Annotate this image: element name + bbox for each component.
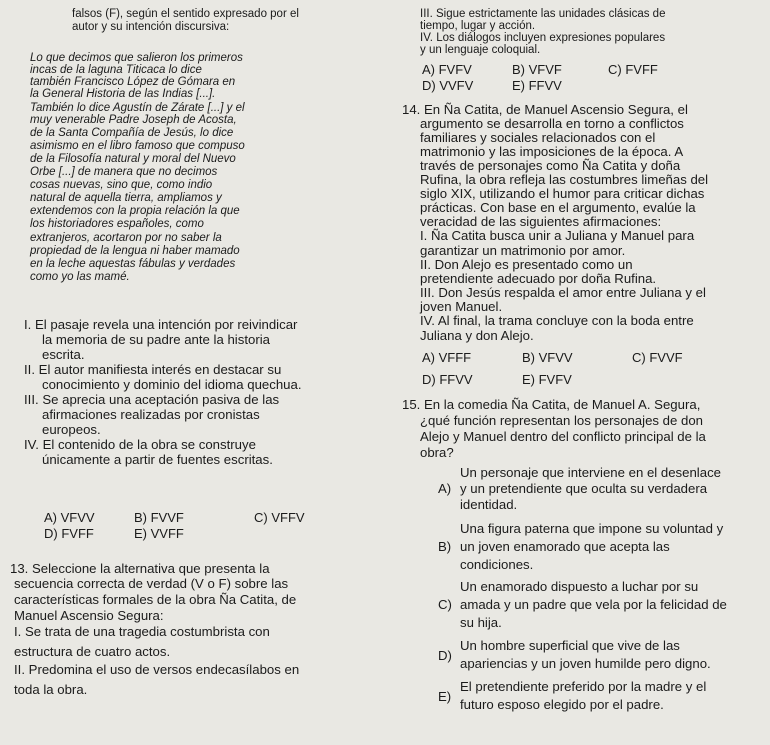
quote-line: en la leche aquestas fábulas y verdades [30,258,236,270]
option-text: futuro esposo elegido por el padre. [460,697,664,712]
q13-line: II. Predomina el uso de versos endecasílabos en [14,662,300,677]
statement-line: II. El autor manifiesta interés en destacar su [24,362,282,377]
statement-line: conocimiento y dominio del idioma quechua. [42,377,302,392]
q13-line: 13. Seleccione la alternativa que presenta la [10,561,270,576]
quote-line: Lo que decimos que salieron los primeros [30,52,243,64]
quote-line: extendemos con la propia relación la que [30,205,240,217]
q13-line: estructura de cuatro actos. [14,644,171,659]
statement-line: europeos. [42,422,101,437]
option-text: Un personaje que interviene en el desenlace [460,465,722,480]
option-e[interactable]: E) VVFF [134,526,184,541]
option-d[interactable]: D) FFVV [422,372,473,387]
q15-line: Alejo y Manuel dentro del conflicto principal de la [420,429,706,444]
q14-line: pretendiente adecuado por doña Rufina. [420,271,657,286]
q14-line: II. Don Alejo es presentado como un [420,257,633,272]
quote-line: incas de la laguna Titicaca lo dice [30,64,202,76]
quote-line: natural de aquella tierra, ampliamos y [30,192,222,204]
statement-line: afirmaciones realizadas por cronistas [42,407,260,422]
option-d[interactable]: D) FVFF [44,526,94,541]
option-text: Un hombre superficial que vive de las [460,638,680,653]
option-text: A) [438,481,452,496]
option-text: D) [438,648,452,663]
q14-line: I. Ña Catita busca unir a Juliana y Manuel para [420,228,695,243]
statement-line: escrita. [42,347,85,362]
option-d[interactable]: D) VVFV [422,78,474,93]
quote-line: También lo dice Agustín de Zárate [...] y el [30,102,245,114]
q13-line: I. Se trata de una tragedia costumbrista con [14,624,270,639]
statement-line: III. Se aprecia una aceptación pasiva de las [24,392,280,407]
q14-line: veracidad de las siguientes afirmaciones: [420,214,662,229]
q13-cont-line: IV. Los diálogos incluyen expresiones populares [420,32,666,44]
q14-line: familiares y sociales relacionados con el [420,130,656,145]
quote-line: los historiadores españoles, como [30,218,204,230]
option-a[interactable]: A) VFVV [44,510,95,525]
option-text: identidad. [460,497,518,512]
quote-line: muy venerable Padre Joseph de Acosta, [30,114,237,126]
q14-line: través de personajes como Ña Catita y doña [420,158,681,173]
q13-line: toda la obra. [14,682,88,697]
option-text: apariencias y un joven humilde pero digno. [460,656,711,671]
option-c[interactable]: C) FVFF [608,62,658,77]
statement-line: IV. El contenido de la obra se construye [24,437,256,452]
quote-line: como yo las mamé. [30,271,130,283]
option-a[interactable]: A) FVFV [422,62,472,77]
option-b[interactable]: B) VFVV [522,350,573,365]
option-text: E) [438,689,452,704]
intro-line: falsos (F), según el sentido expresado por el [72,8,299,20]
q14-line: argumento se desarrolla en torno a conflictos [420,116,684,131]
intro-line: autor y su intención discursiva: [72,21,230,33]
quote-line: cosas nuevas, sino que, como indio [30,179,213,191]
option-text: su hija. [460,615,502,630]
q14-line: garantizar un matrimonio por amor. [420,243,626,258]
statement-line: I. El pasaje revela una intención por reivindicar [24,317,298,332]
option-b[interactable]: B) VFVF [512,62,562,77]
statement-line: la memoria de su padre ante la historia [42,332,270,347]
q14-line: IV. Al final, la trama concluye con la boda entre [420,313,694,328]
option-text: y un pretendiente que oculta su verdadera [460,481,708,496]
option-text: un joven enamorado que acepta las [460,539,670,554]
option-c[interactable]: C) FVVF [632,350,683,365]
option-text: Un enamorado dispuesto a luchar por su [460,579,699,594]
q13-line: secuencia correcta de verdad (V o F) sobre las [14,576,289,591]
option-text: C) [438,597,452,612]
option-text: B) [438,539,452,554]
quote-line: de la Santa Compañía de Jesús, lo dice [30,127,234,139]
q14-line: matrimonio y las imposiciones de la época. A [420,144,684,159]
option-e[interactable]: E) FFVV [512,78,562,93]
q14-line: 14. En Ña Catita, de Manuel Ascensio Segura, el [402,102,688,117]
quote-line: asimismo en el libro famoso que compuso [30,140,245,152]
quote-line: Orbe [...] de manera que no decimos [30,166,218,178]
q13-cont-line: tiempo, lugar y acción. [420,20,536,32]
q15-line: obra? [420,445,454,460]
q13-cont-line: y un lenguaje coloquial. [420,44,541,56]
q13-cont-line: III. Sigue estrictamente las unidades clásicas de [420,8,666,20]
q14-line: III. Don Jesús respalda el amor entre Juliana y el [420,285,706,300]
q14-line: siglo XIX, utilizando el humor para criticar dichas [420,186,705,201]
option-b[interactable]: B) FVVF [134,510,184,525]
statement-line: únicamente a partir de fuentes escritas. [42,452,273,467]
q15-line: 15. En la comedia Ña Catita, de Manuel A. Segura, [402,397,701,412]
quote-line: la General Historia de las Indias [...]. [30,88,216,100]
option-a[interactable]: A) VFFF [422,350,472,365]
option-text: amada y un padre que vela por la felicidad de [460,597,727,612]
q13-line: Manuel Ascensio Segura: [14,608,164,623]
quote-line: de la Filosofía natural y moral del Nuevo [30,153,236,165]
quote-line: extranjeros, acortaron por no saber la [30,232,222,244]
option-text: condiciones. [460,557,534,572]
option-text: Una figura paterna que impone su voluntad y [460,521,724,536]
option-e[interactable]: E) FVFV [522,372,572,387]
option-text: El pretendiente preferido por la madre y el [460,679,707,694]
option-c[interactable]: C) VFFV [254,510,305,525]
q15-line: ¿qué función representan los personajes de don [420,413,703,428]
q14-line: prácticas. Con base en el argumento, evalúe la [420,200,696,215]
quote-line: también Francisco López de Gómara en [30,76,236,88]
q13-line: características formales de la obra Ña Catita, de [14,592,297,607]
q14-line: Rufina, la obra refleja las costumbres limeñas del [420,172,709,187]
quote-line: propiedad de la lengua ni haber mamado [30,245,240,257]
q14-line: Juliana y don Alejo. [420,328,534,343]
q14-line: joven Manuel. [420,299,503,314]
